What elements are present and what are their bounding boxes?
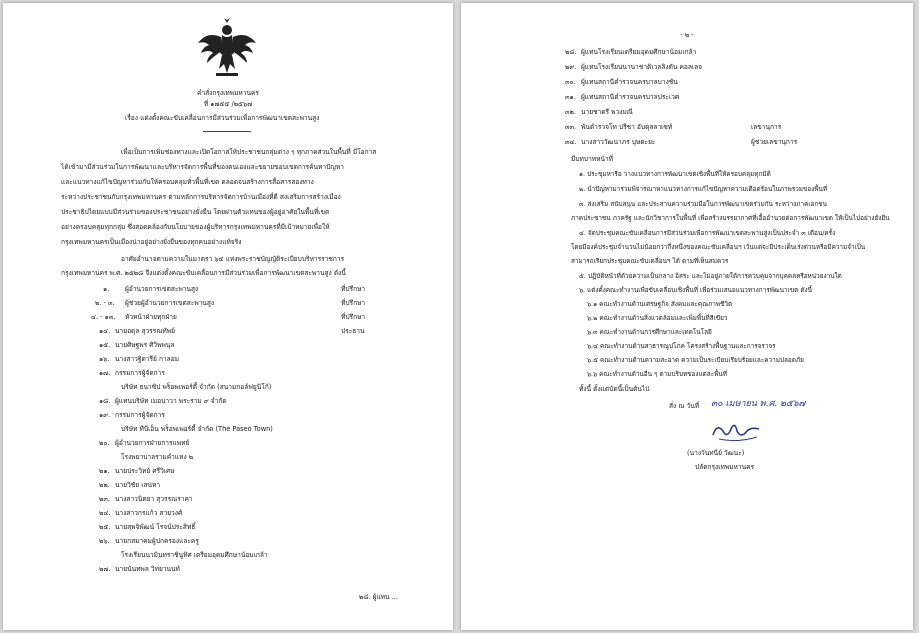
member-number: ๒๕. [99,523,111,531]
order-number: ที่ ๑๗๕๕ /๒๕๖๗ [203,100,253,108]
member-number: ๓๐. [565,78,576,86]
paragraph-line: กรุงเทพมหานคร พ.ศ. ๒๕๒๘ จึงแต่งตั้งคณะขับเคลื่อนการมีส่วนร่วมเพื่อการพัฒนาเขตสะพานสูง ดังนี้ [61,269,346,277]
member-name: ผู้แทนสถานีตำรวจนครบาลประเวศ [581,93,680,101]
member-name: โรงเรียนนวมินทราชินูทิศ เตรียมอุดมศึกษาน้อมเกล้า [121,551,268,559]
order-subject: เรื่อง แต่งตั้งคณะขับเคลื่อนการมีส่วนร่วมเพื่อการพัฒนาเขตสะพานสูง [125,114,320,122]
member-number: ๓๔. [565,138,577,146]
duty-item: สามารถเรียกประชุมคณะขับเคลื่อนฯ ได้ ตามที่เห็นสมควร [571,257,729,265]
page-number: - ๒ - [680,31,694,39]
paragraph-line: ได้เข้ามามีส่วนร่วมในการพัฒนาและบริหารจัดการพื้นที่ของตนเองและขยายขอบเขตการค้นหาปัญหา [61,163,344,171]
member-name: บริษัท ทีบีเอ็น พร็อพเพอร์ตี้ จำกัด (The Paseo Town) [121,425,273,433]
member-number: ๑๔. [99,327,111,335]
member-name: โรงพยาบาลรามคำแหง ๒ [121,453,194,461]
member-name: นางสาวกรแก้ว สายวงศ์ [115,509,183,517]
member-number: ๑๕. [99,341,111,349]
signature [707,417,767,445]
member-number: ๑๖. [99,355,110,363]
member-name: นายกสมาคมผู้ปกครองและครู [115,537,199,545]
duty-item: ภาคประชาชน ภาครัฐ และนักวิชาการในพื้นที่ เพื่อสร้างบรรยากาศที่เอื้ออำนวยต่อการพัฒนาเขต ให้เป็นไปอย่างยั่งยืน [571,214,890,222]
member-role: ผู้ช่วยเลขานุการ [751,138,798,146]
member-number: ๓๓. [565,123,577,131]
member-name: นางสาววัฒนาภร บุษตะยะ [581,138,656,146]
member-number: ๒๗. [99,565,111,573]
duty-item: ๕. ปฏิบัติหน้าที่ด้วยความเป็นกลาง อิสระ และไม่อยู่ภายใต้การควบคุมจากบุคคลหรือหน่วยงานใด [579,272,842,280]
member-name: นายสุพจิพัฒน์ โรจน์ประสิทธิ์ [115,523,196,531]
paragraph-line: ประชาธิปไตยแบบมีส่วนร่วมของประชาชนอย่างยั่งยืน โดยผ่านตัวแทนของผู้อยู่อาศัยในพื้นที่เขต [61,208,330,216]
member-number: ๑๙. [99,411,111,419]
member-number: ๑. [103,285,110,293]
workgroup-item: ๖.๓ คณะทำงานด้านการศึกษาและเทคโนโลยี [587,328,712,336]
member-name: นายอดุล สุวรรณทัพย์ [115,327,175,335]
member-number: ๔. - ๑๓. [91,313,116,321]
member-name: ผู้แทนโรงเรียนนานาชาติเวลลิงตัน คอลเลจ [581,63,703,71]
member-role: ที่ปรึกษา [341,299,366,307]
member-role: ที่ปรึกษา [341,285,366,293]
member-number: ๒๐. [99,439,110,447]
member-role: เลขานุการ [751,123,782,131]
signature-scribble-icon [707,417,767,445]
workgroup-item: ๖.๕ คณะทำงานด้านความสะอาด ความเป็นระเบียบเรียบร้อยและความปลอดภัย [587,356,804,364]
member-number: ๒๙. [565,63,577,71]
member-name: หัวหน้าฝ่ายทุกฝ่าย [125,313,177,321]
member-number: ๒๑. [99,467,110,475]
member-name: ผู้แทนสถานีตำรวจนครบาลบางชัน [581,78,678,86]
member-number: ๒๘. [565,48,577,56]
workgroup-item: ๖.๔ คณะทำงานด้านสาธารณูปโภค โครงสร้างพื้นฐานและการจราจร [587,342,776,350]
member-name: นายนันทพล วิทยานนท์ [115,565,180,573]
member-name: บริษัท ธนาซิป พร็อพเพอร์ตี้ จำกัด (สนามกอล์ฟยูนิโก้) [121,383,272,391]
member-role: ที่ปรึกษา [341,313,366,321]
member-number: ๑๘. [99,397,111,405]
member-name: นายประวิทย์ ศรีวิเศษ [115,467,175,475]
duty-item: ๖. แต่งตั้งคณะทำงานเพื่อขับเคลื่อนเชิงพื้นที่ เพื่อร่วมเสนอแนวทางการพัฒนาเขต ดังนี้ [579,286,812,294]
member-name: ผู้แทนบริษัท เมอนาวา พระราม ๙ จำกัด [115,397,227,405]
member-name: ผู้อำนวยการเขตสะพานสูง [125,285,199,293]
document-page-2 [461,3,913,630]
member-number: ๑๗. [99,369,111,377]
member-name: นายชาตรี พวงมณี [581,108,633,116]
document-page-1 [3,3,453,630]
duties-heading: มีบทบาทหน้าที่ [571,155,614,163]
member-name: พันตำรวจโท ปรีชา อับดุลลาเซท์ [581,123,673,131]
member-role: ประธาน [341,327,365,335]
member-name: นายวิชัย เสน่หา [115,481,161,489]
duty-item: ๔. จัดประชุมคณะขับเคลื่อนการมีส่วนร่วมเพื่อการพัฒนาเขตสะพานสูงเป็นประจำ ๓ เดือน/ครั้ง [579,229,836,237]
paragraph-line: กรุงเทพมหานครเป็นเมืองน่าอยู่อย่างยั่งยืนของทุกคนอย่างแท้จริง [61,238,242,246]
duty-item: ๑. ประชุมหารือ วางแนวทางการพัฒนาเขตเชิงพื้นที่ให้ครอบคลุมทุกมิติ [579,170,771,178]
workgroup-item: ๖.๑ คณะทำงานด้านเศรษฐกิจ สังคมและคุณภาพชีวิต [587,300,733,308]
member-number: ๒๔. [99,509,111,517]
member-number: ๒. - ๓. [95,299,115,307]
paragraph-line: อย่างครอบคลุมทุกกลุ่ม ซึ่งสอดคล้องกับนโยบายของผู้บริหารกรุงเทพมหานครที่มีเป้าหมายเพื่อให้ [61,223,330,231]
member-name: ผู้ช่วยผู้อำนวยการเขตสะพานสูง [125,299,215,307]
header-divider [203,131,251,132]
member-name: ผู้แทนโรงเรียนเตรียมอุดมศึกษาน้อมเกล้า [581,48,697,56]
member-name: นางสาวนิตยา สุวรรณราคา [115,495,193,503]
date-prefix: สั่ง ณ วันที่ [669,402,700,410]
member-name: นางสาวฐิตารีย์ กาลอม [115,355,180,363]
member-name: นายศิษฐพร ศิวิพพนุล [115,341,175,349]
continuation-marker: ๒๘. ผู้แทน ... [359,593,398,601]
paragraph-line: เพื่อเป็นการเพิ่มช่องทางและเปิดโอกาสให้ประชาชนกลุ่มต่าง ๆ ทุกภาคส่วนในพื้นที่ มีโอกาส [121,148,377,156]
paragraph-line: อาศัยอำนาจตามความในมาตรา ๖๕ แห่งพระราชบัญญัติระเบียบบริหารราชการ [121,255,345,263]
member-number: ๒๖. [99,537,110,545]
signer-name: (นางวันทนีย์ วัฒนะ) [687,449,745,457]
workgroup-item: ๖.๖ คณะทำงานด้านอื่น ๆ ตามบริบทของแต่ละพื้นที่ [587,370,727,378]
member-name: ผู้อำนวยการฝ่ายการแพทย์ [115,439,190,447]
garuda-emblem-icon [195,17,259,81]
handwritten-date: ๓๐ เมษายน พ.ศ. ๒๕๖๗ [711,399,806,409]
paragraph-line: ระหว่างประชาชนกับกรุงเทพมหานคร ตามหลักการบริหารจัดการบ้านเมืองที่ดี ส่งเสริมการสร้างเมือง [61,193,341,201]
member-name: กรรมการผู้จัดการ [115,411,165,419]
duty-item: ๓. ส่งเสริม สนับสนุน และประสานความร่วมมือในการพัฒนาเขตร่วมกัน ระหว่างภาคเอกชน [579,200,827,208]
workgroup-item: ๖.๒ คณะทำงานด้านสิ่งแวดล้อมและเพิ่มพื้นที่สีเขียว [587,314,728,322]
member-number: ๒๓. [99,495,110,503]
member-number: ๓๑. [565,93,576,101]
paragraph-line: และแนวทางแก้ไขปัญหาร่วมกันให้ครอบคลุมทั่วพื้นที่เขต ตลอดจนสร้างการสื่อสารสองทาง [61,178,314,186]
order-title: คำสั่งกรุงเทพมหานคร [197,89,259,97]
member-name: กรรมการผู้จัดการ [115,369,165,377]
member-number: ๒๒. [99,481,110,489]
duty-item: ๒. นำปัญหามาร่วมพิจารณาหาแนวทางการแก้ไขปัญหาความเดือดร้อนในภาพรวมของพื้นที่ [579,185,828,193]
duty-item: โดยมีองค์ประชุมจำนวนไม่น้อยกว่ากึ่งหนึ่งของคณะขับเคลื่อนฯ เว้นแต่จะมีประเด็นเร่งด่วนหรือมีความจำเป็น [571,243,866,251]
closing-statement: ทั้งนี้ ตั้งแต่บัดนี้เป็นต้นไป [579,385,650,393]
member-number: ๓๒. [565,108,576,116]
signer-title: ปลัดกรุงเทพมหานคร [695,463,755,471]
